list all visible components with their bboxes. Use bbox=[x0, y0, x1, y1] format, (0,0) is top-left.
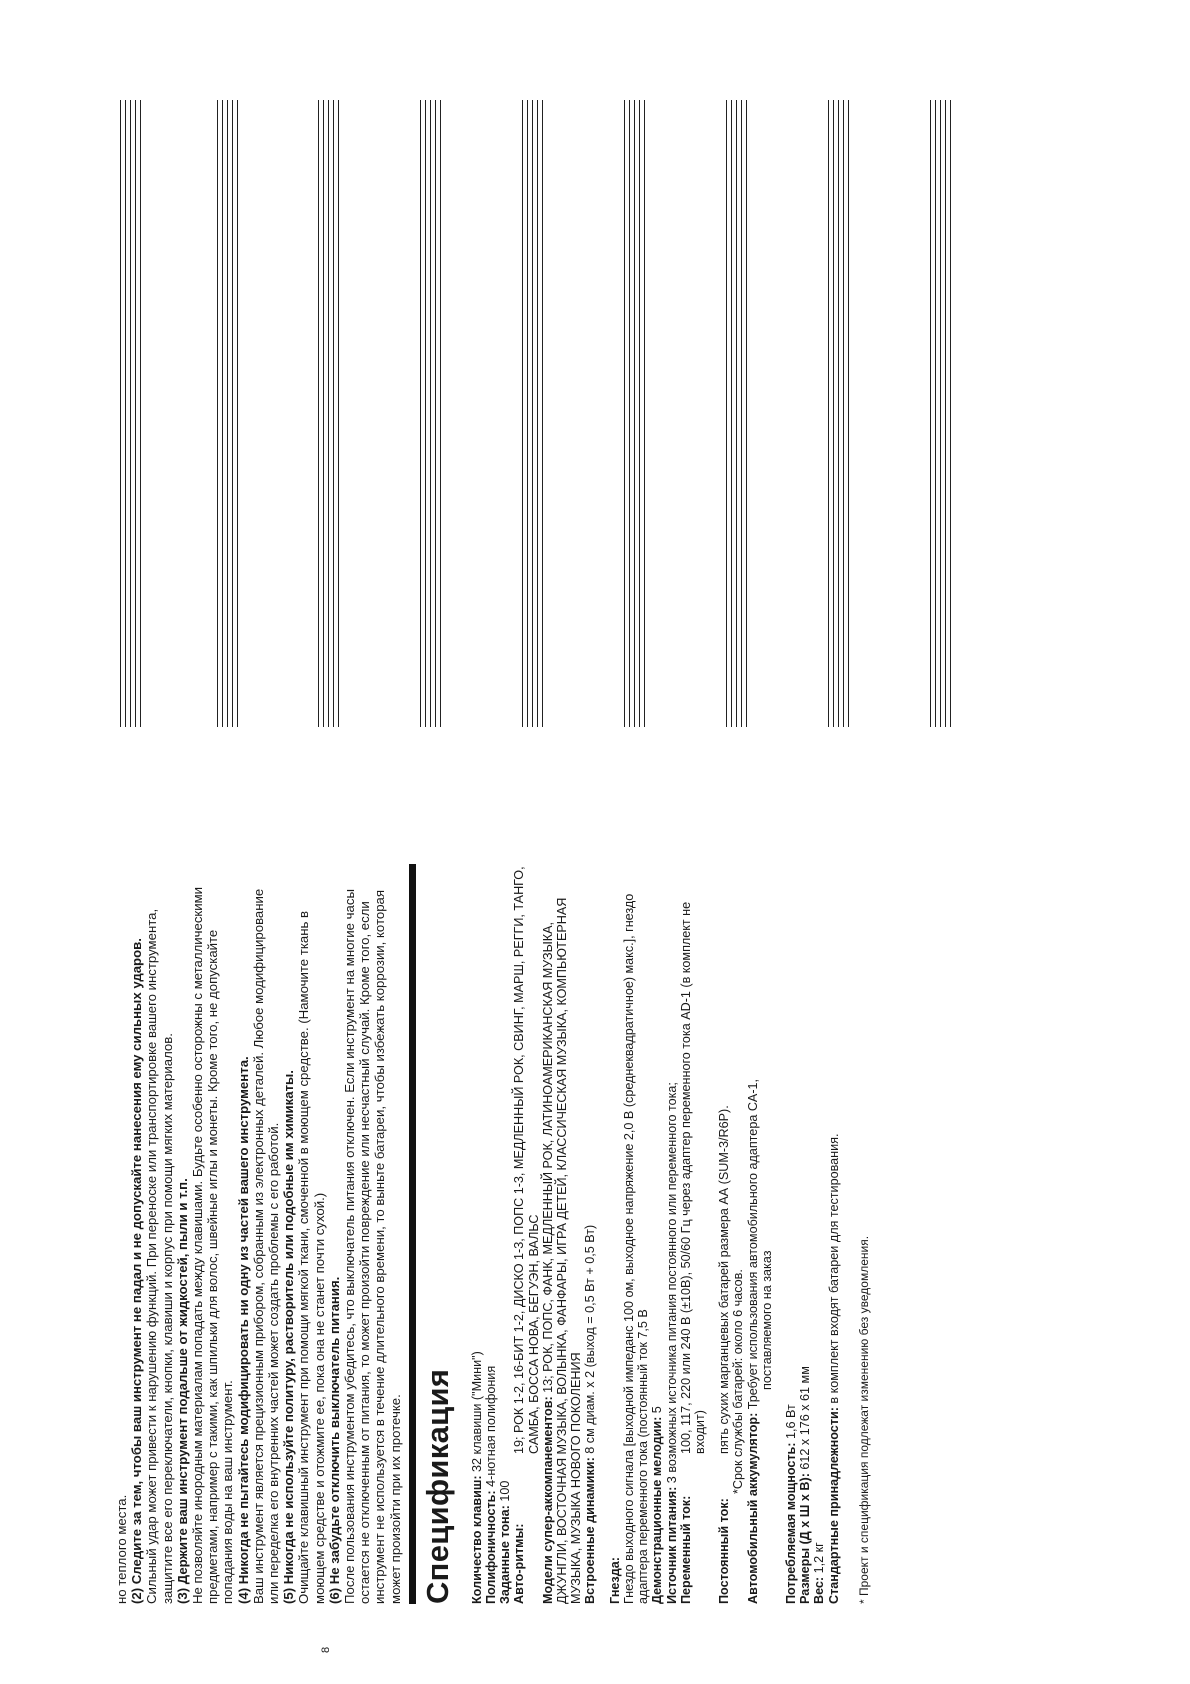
paragraph: Не позволяйте инородным материалам попадать между клавишами. Будьте особенно осторожны с металлическими предметами, например с такими, как шпильки для волос, швейные иглы и монеты. Кроме того, не допускайте попадания воды на ваш инструмент. bbox=[190, 886, 236, 1604]
specifications bbox=[470, 864, 841, 1604]
staff-line bbox=[227, 100, 228, 727]
staff-line bbox=[237, 100, 238, 727]
staff-line bbox=[833, 100, 834, 727]
staff-line bbox=[323, 100, 324, 727]
staff-line bbox=[130, 100, 131, 727]
staff-line bbox=[135, 100, 136, 727]
paragraph-heading: (4) Никогда не пытайтесь модифицировать ни одну из частей вашего инструмента. bbox=[235, 1056, 251, 1604]
staff-line bbox=[848, 100, 849, 727]
staff-line bbox=[217, 100, 218, 727]
staff-line bbox=[828, 100, 829, 727]
staff-line bbox=[430, 100, 431, 727]
staff-line bbox=[644, 100, 645, 727]
spec-dc-note: *Срок службы батарей: около 6 часов. bbox=[731, 1269, 746, 1494]
staff-line bbox=[420, 100, 421, 727]
spec-dc: Постоянный ток: пять сухих марганцевых батарей размера АА (SUM-3/R6P). bbox=[717, 1105, 732, 1604]
staff-line bbox=[537, 100, 538, 727]
staff-line bbox=[328, 100, 329, 727]
staff-line bbox=[950, 100, 951, 727]
staff-line bbox=[425, 100, 426, 727]
staff-line bbox=[746, 100, 747, 727]
spec-super-accompaniment: Модели супер-аккомпанементов: 13; РОК, ПОПС, ФАНК, МЕДЛЕННЫЙ РОК, ЛАТИНОАМЕРИКАНСКАЯ МУЗЫКА, ДЖУНГЛИ, ВОСТОЧНАЯ МУЗЫКА, ВОЛЫНКА, ФАНФАРЫ, ИГРА ДЕТЕЙ, КЛАССИЧЕСКАЯ МУЗЫКА, КОМПЬЮТЕРНАЯ МУЗЫКА, МУЗЫКА НОВОГО ПОКОЛЕНИЯ bbox=[540, 897, 584, 1604]
paragraph-heading: (5) Никогда не используйте политуру, растворитель или подобные им химикаты. bbox=[281, 1070, 297, 1604]
staff bbox=[930, 100, 954, 727]
staff-line bbox=[741, 100, 742, 727]
staff-line bbox=[140, 100, 141, 727]
spec-power: Источник питания: 3 возможных источника питания постоянного или переменного тока; bbox=[664, 1082, 679, 1604]
staff bbox=[318, 100, 342, 727]
spec-rhythms: Авто-ритмы: 19; РОК 1-2, 16-БИТ 1-2, ДИСКО 1-3, ПОПС 1-3, МЕДЛЕННЫЙ РОК, СВИНГ, МАРШ, РЕГГИ, ТАНГО, САМБА, БОССА НОВА, БЕГУЭН, ВАЛЬС bbox=[512, 866, 541, 1604]
spec-jacks-label: Гнезда: bbox=[607, 1557, 622, 1604]
spec-jacks: Гнездо выходного сигнала [выходной импеданс 100 ом, выходное напряжение 2,0 В (среднеквадратичное) макс.], гнездо адаптера переменного тока (постоянный ток 7,5 В bbox=[621, 893, 651, 1604]
staff-line bbox=[731, 100, 732, 727]
spec-ac: Переменный ток: 100, 117, 220 или 240 В (±10В), 50/60 Гц через адаптер переменного тока AD-1 (в комплект не входит) bbox=[678, 901, 707, 1604]
staff-line bbox=[843, 100, 844, 727]
spec-accessories: Стандартные принадлежности: в комплект входят батареи для тестирования. bbox=[826, 1133, 841, 1604]
staff-line bbox=[940, 100, 941, 727]
paragraph: После пользования инструментом убедитесь, что выключатель питания отключен. Если инструмент на многие часы остается не отключенным от питания, то может произойти повреждение или несчастный случай. Кроме того, если инструмент не используется в течение длительного времени, то выньте батареи, чтобы избежать коррозии, которая может произойти при их протечке. bbox=[342, 889, 403, 1604]
section-heading bbox=[409, 864, 456, 1604]
paragraph-heading: (3) Держите ваш инструмент подальше от жидкостей, пыли и т.п. bbox=[174, 1178, 190, 1604]
rotated-text-block bbox=[114, 864, 1054, 1604]
spec-tones: Заданные тона: 100 bbox=[498, 1480, 513, 1604]
care-instructions bbox=[114, 864, 403, 1604]
staff bbox=[624, 100, 648, 727]
staff-line bbox=[935, 100, 936, 727]
staff-line bbox=[440, 100, 441, 727]
paragraph: Ваш инструмент является прецизионным прибором, собранным из электронных деталей. Любое модифицирование или переделка его внутренних частей может создать проблемы с его работой. bbox=[250, 888, 282, 1604]
spec-polyphony: Полифоничность: 4-нотная полифония bbox=[484, 1365, 499, 1604]
staff-line bbox=[629, 100, 630, 727]
spec-consumption: Потребляемая мощность: 1,6 Вт bbox=[783, 1404, 798, 1604]
spec-dimensions: Размеры (Д x Ш x В): 612 x 176 x 61 мм bbox=[798, 1366, 813, 1604]
staff-line bbox=[120, 100, 121, 727]
footnote: * Проект и спецификация подлежат изменению без уведомления. bbox=[856, 1235, 871, 1604]
spec-keys: Количество клавиш: 32 клавиши ("Мини") bbox=[469, 1351, 484, 1604]
paragraph-heading: (6) Не забудьте отключить выключатель питания. bbox=[326, 1276, 342, 1604]
staff bbox=[726, 100, 750, 727]
staff-line bbox=[338, 100, 339, 727]
spec-weight: Вес: 1,2 кг bbox=[812, 1542, 827, 1604]
staff-line bbox=[125, 100, 126, 727]
staff bbox=[217, 100, 241, 727]
heading-rule bbox=[409, 864, 416, 1604]
spec-demo: Демонстрационные мелодии: 5 bbox=[650, 1406, 665, 1604]
paragraph: Сильный удар может привести к нарушению функций. При переноске или транспортировке вашего инструмента, защитите все его переключатели, кнопки, клавиши и корпус при помощи мягких материалов. bbox=[144, 908, 175, 1604]
page-title: Спецификация bbox=[419, 1368, 455, 1604]
paragraph: но теплого места. bbox=[114, 1494, 129, 1604]
staff bbox=[120, 100, 144, 727]
staff-line bbox=[838, 100, 839, 727]
staff-line bbox=[930, 100, 931, 727]
staff-line bbox=[232, 100, 233, 727]
staff-line bbox=[945, 100, 946, 727]
page-number: 8 bbox=[320, 1646, 332, 1653]
staff-line bbox=[222, 100, 223, 727]
staff-line bbox=[726, 100, 727, 727]
staff bbox=[420, 100, 444, 727]
spec-car-note: поставляемого на заказ bbox=[759, 1250, 774, 1390]
staff-line bbox=[542, 100, 543, 727]
staff-line bbox=[318, 100, 319, 727]
spec-car: Автомобильный аккумулятор: Требует использования автомобильного адаптера CA-1, bbox=[745, 1078, 760, 1604]
staff-line bbox=[634, 100, 635, 727]
paragraph-heading: (2) Следите за тем, чтобы ваш инструмент не падал и не допускайте нанесения ему сильных ударов. bbox=[129, 938, 145, 1604]
staff-line bbox=[435, 100, 436, 727]
paragraph: Очищайте клавишный инструмент при помощи мягкой ткани, смоченной в моющем средстве. (Намочите ткань в моющем средстве и отожмите ее, пока она не станет почти сухой.) bbox=[296, 910, 327, 1604]
staff-line bbox=[639, 100, 640, 727]
spec-speakers: Встроенные динамики: 8 см диам. x 2 (выход = 0,5 Вт + 0,5 Вт) bbox=[583, 1224, 598, 1604]
staff-line bbox=[624, 100, 625, 727]
staff-line bbox=[333, 100, 334, 727]
staff-line bbox=[736, 100, 737, 727]
staff bbox=[522, 100, 546, 727]
staff-line bbox=[522, 100, 523, 727]
staff-line bbox=[532, 100, 533, 727]
staff-line bbox=[527, 100, 528, 727]
staff bbox=[828, 100, 852, 727]
